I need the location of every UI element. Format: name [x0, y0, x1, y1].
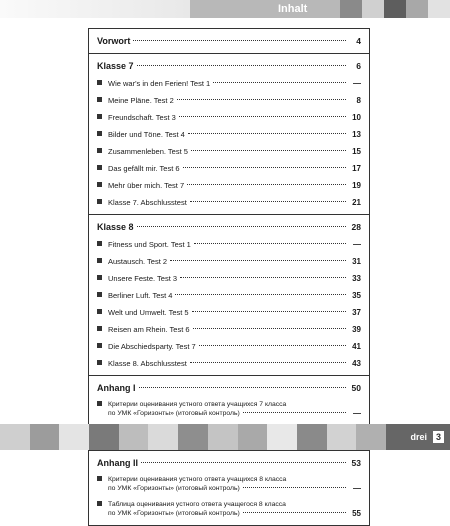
leader-dots — [141, 462, 346, 463]
page-number: 6 — [356, 61, 361, 71]
page-number: 13 — [352, 130, 361, 139]
square-bullet-icon — [97, 309, 102, 314]
footer-block — [297, 424, 327, 450]
page-number: 15 — [352, 147, 361, 156]
footer-block — [178, 424, 208, 450]
page-number: — — [353, 484, 361, 493]
square-bullet-icon — [97, 241, 102, 246]
page-number: 10 — [352, 113, 361, 122]
section-klasse-8 — [89, 215, 369, 376]
square-bullet-icon — [97, 80, 102, 85]
page-number: 31 — [352, 257, 361, 266]
page-number: 37 — [352, 308, 361, 317]
entry-title-line2: по УМК «Горизонты» (итоговый контроль) — [108, 410, 240, 417]
toc-entry[interactable] — [97, 397, 361, 422]
leader-dots — [133, 40, 346, 41]
footer-block — [208, 424, 238, 450]
toc-entry-klasse-8[interactable] — [97, 219, 361, 236]
header-square — [362, 0, 384, 18]
page-number: 53 — [351, 458, 361, 468]
page-number: — — [353, 240, 361, 249]
entry-title-line2-wrap — [108, 409, 349, 418]
entry-title: Bilder und Töne. Test 4 — [108, 130, 185, 139]
square-bullet-icon — [97, 401, 102, 406]
page-number: 39 — [352, 325, 361, 334]
toc-entry[interactable] — [97, 287, 361, 304]
page-number: — — [353, 409, 361, 418]
leader-dots — [243, 512, 346, 513]
toc-entry[interactable] — [97, 338, 361, 355]
entry-title-line1: Таблица оценивания устного ответа учащегося 8 класса — [108, 501, 286, 508]
entry-title-line1: Критерии оценивания устного ответа учащихся 8 класса — [108, 476, 287, 483]
page-number: 8 — [356, 96, 361, 105]
page-number: 43 — [352, 359, 361, 368]
leader-dots — [137, 226, 346, 227]
leader-dots — [191, 150, 346, 151]
entry-title: Fitness und Sport. Test 1 — [108, 240, 191, 249]
toc-entry[interactable] — [97, 304, 361, 321]
section-title: Klasse 8 — [97, 222, 134, 232]
entry-title: Austausch. Test 2 — [108, 257, 168, 266]
entry-title-line2-wrap — [108, 509, 349, 518]
leader-dots — [194, 243, 346, 244]
entry-title: Meine Pläne. Test 2 — [108, 96, 174, 105]
leader-dots — [188, 133, 346, 134]
toc-entry[interactable] — [97, 253, 361, 270]
toc-entry[interactable] — [97, 355, 361, 372]
leader-dots — [187, 184, 346, 185]
square-bullet-icon — [97, 275, 102, 280]
toc-entry-klasse-7[interactable] — [97, 58, 361, 75]
toc-entry[interactable] — [97, 92, 361, 109]
toc-entry[interactable] — [97, 109, 361, 126]
entry-title: Wie war's in den Ferien! Test 1 — [108, 79, 211, 88]
header-square — [406, 0, 428, 18]
page-number: 50 — [351, 383, 361, 393]
leader-dots — [193, 328, 346, 329]
entry-title: Berliner Luft. Test 4 — [108, 291, 173, 300]
footer-block — [0, 424, 30, 450]
square-bullet-icon — [97, 182, 102, 187]
page-number: 17 — [352, 164, 361, 173]
header-gradient — [0, 0, 190, 18]
footer-block — [356, 424, 386, 450]
page-number: 33 — [352, 274, 361, 283]
leader-dots — [199, 345, 346, 346]
entry-title: Klasse 7. Abschlusstest — [108, 198, 187, 207]
section-anhang-2 — [89, 451, 369, 525]
page-number: 35 — [352, 291, 361, 300]
leader-dots — [170, 260, 346, 261]
entry-title-line2-wrap — [108, 484, 349, 493]
entry-text — [108, 400, 349, 418]
header-square — [384, 0, 406, 18]
entry-title: Mehr über mich. Test 7 — [108, 181, 185, 190]
toc-entry[interactable] — [97, 143, 361, 160]
footer-block — [119, 424, 149, 450]
square-bullet-icon — [97, 501, 102, 506]
section-title: Anhang I — [97, 383, 136, 393]
page-footer — [386, 424, 450, 450]
section-klasse-7 — [89, 54, 369, 215]
toc-entry[interactable] — [97, 126, 361, 143]
page-number: 28 — [351, 222, 361, 232]
entry-title: Klasse 8. Abschlusstest — [108, 359, 187, 368]
square-bullet-icon — [97, 148, 102, 153]
square-bullet-icon — [97, 131, 102, 136]
entry-title: Unsere Feste. Test 3 — [108, 274, 178, 283]
square-bullet-icon — [97, 165, 102, 170]
entry-title: Die Abschiedsparty. Test 7 — [108, 342, 196, 351]
entry-title: Welt und Umwelt. Test 5 — [108, 308, 189, 317]
leader-dots — [183, 167, 346, 168]
page-title: Inhalt — [190, 0, 340, 18]
section-title: Vorwort — [97, 36, 131, 46]
toc-entry-anhang-2[interactable] — [97, 455, 361, 472]
toc-entry[interactable] — [97, 75, 361, 92]
section-title: Anhang II — [97, 458, 138, 468]
page-number: 21 — [352, 198, 361, 207]
toc-entry[interactable] — [97, 497, 361, 522]
section-title: Klasse 7 — [97, 61, 134, 71]
page-number-footer: 3 — [433, 431, 444, 443]
toc-entry[interactable] — [97, 270, 361, 287]
page-number: 4 — [356, 36, 361, 46]
entry-title: Zusammenleben. Test 5 — [108, 147, 188, 156]
square-bullet-icon — [97, 292, 102, 297]
leader-dots — [175, 294, 346, 295]
footer-bar — [0, 424, 450, 450]
leader-dots — [177, 99, 346, 100]
square-bullet-icon — [97, 326, 102, 331]
footer-block — [238, 424, 268, 450]
table-of-contents — [88, 28, 370, 526]
header-squares — [340, 0, 450, 18]
entry-title-line2: по УМК «Горизонты» (итоговый контроль) — [108, 485, 240, 492]
footer-block — [59, 424, 89, 450]
entry-title: Freundschaft. Test 3 — [108, 113, 176, 122]
square-bullet-icon — [97, 360, 102, 365]
toc-entry-vorwort[interactable] — [97, 33, 361, 50]
toc-entry[interactable] — [97, 160, 361, 177]
page-number: 55 — [352, 509, 361, 518]
toc-entry-anhang-1[interactable] — [97, 380, 361, 397]
entry-title-line1: Критерии оценивания устного ответа учащихся 7 класса — [108, 401, 287, 408]
leader-dots — [139, 387, 347, 388]
square-bullet-icon — [97, 343, 102, 348]
header-square — [428, 0, 450, 18]
toc-entry[interactable] — [97, 472, 361, 497]
header-square — [340, 0, 362, 18]
footer-block — [89, 424, 119, 450]
page-number: — — [353, 79, 361, 88]
footer-block — [267, 424, 297, 450]
toc-entry[interactable] — [97, 177, 361, 194]
footer-block — [30, 424, 60, 450]
footer-block — [327, 424, 357, 450]
toc-entry[interactable] — [97, 194, 361, 211]
entry-title: Das gefällt mir. Test 6 — [108, 164, 180, 173]
leader-dots — [243, 412, 346, 413]
square-bullet-icon — [97, 476, 102, 481]
square-bullet-icon — [97, 258, 102, 263]
toc-entry[interactable] — [97, 236, 361, 253]
square-bullet-icon — [97, 114, 102, 119]
leader-dots — [180, 277, 346, 278]
entry-title-line2: по УМК «Горизонты» (итоговый контроль) — [108, 510, 240, 517]
leader-dots — [190, 362, 346, 363]
footer-blocks — [0, 424, 386, 450]
header-bar — [0, 0, 450, 18]
entry-title: Reisen am Rhein. Test 6 — [108, 325, 190, 334]
leader-dots — [137, 65, 346, 66]
page-word: drei — [410, 432, 427, 442]
entry-text — [108, 500, 349, 518]
section-vorwort — [89, 29, 369, 54]
square-bullet-icon — [97, 97, 102, 102]
square-bullet-icon — [97, 199, 102, 204]
leader-dots — [179, 116, 346, 117]
leader-dots — [213, 82, 346, 83]
page-number: 19 — [352, 181, 361, 190]
toc-entry[interactable] — [97, 321, 361, 338]
page-number: 41 — [352, 342, 361, 351]
leader-dots — [190, 201, 346, 202]
leader-dots — [243, 487, 346, 488]
footer-block — [148, 424, 178, 450]
leader-dots — [192, 311, 346, 312]
entry-text — [108, 475, 349, 493]
